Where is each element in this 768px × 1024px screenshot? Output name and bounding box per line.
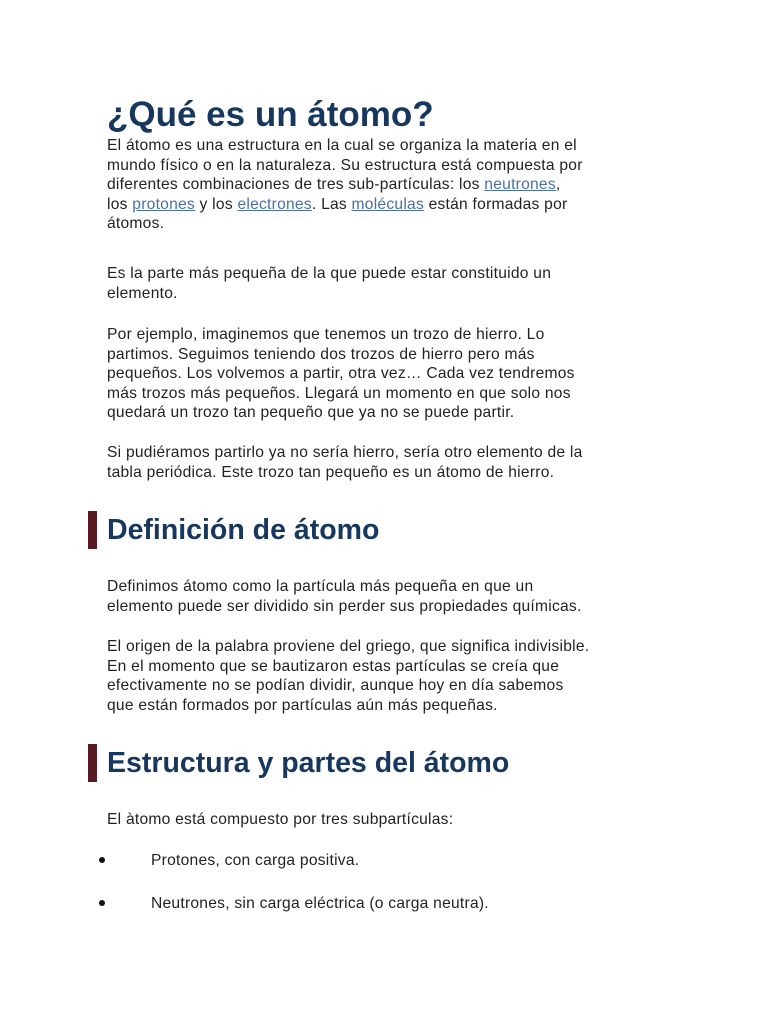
heading-accent-bar bbox=[88, 744, 97, 782]
heading-accent-bar bbox=[88, 511, 97, 549]
link-moleculas[interactable]: moléculas bbox=[351, 195, 424, 213]
paragraph-line: Es la parte más pequeña de la que puede estar constituido un bbox=[107, 265, 552, 282]
paragraph-structure-intro bbox=[107, 810, 453, 830]
link-protones[interactable]: protones bbox=[132, 195, 195, 213]
intro-line-3-text: diferentes combinaciones de tres sub-partículas: los bbox=[107, 176, 485, 194]
intro-line-2: mundo físico o en la naturaleza. Su estructura está compuesta por bbox=[107, 156, 583, 174]
page-title: ¿Qué es un átomo? bbox=[107, 95, 434, 134]
intro-line-4-mid2: . Las bbox=[311, 195, 352, 213]
paragraph-line: Si pudiéramos partirlo ya no sería hierro, sería otro elemento de la bbox=[107, 444, 583, 461]
intro-line-1: El átomo es una estructura en la cual se organiza la materia en el bbox=[107, 137, 577, 154]
paragraph-line: efectivamente no se podían dividir, aunque hoy en día sabemos bbox=[107, 677, 564, 695]
link-electrones[interactable]: electrones bbox=[237, 195, 312, 213]
intro-paragraph bbox=[107, 136, 583, 234]
paragraph-line: pequeños. Los volvemos a partir, otra vez… Cada vez tendremos bbox=[107, 365, 575, 383]
paragraph-line: El àtomo está compuesto por tres subpartículas: bbox=[107, 811, 454, 828]
paragraph-line: más trozos más pequeños. Llegará un momento en que solo nos bbox=[107, 384, 571, 402]
section-heading-definicion: Definición de átomo bbox=[107, 514, 380, 546]
paragraph-iron-atom bbox=[107, 443, 583, 482]
paragraph-line: partimos. Seguimos teniendo dos trozos de hierro pero más bbox=[107, 345, 535, 363]
link-neutrones[interactable]: neutrones bbox=[484, 176, 556, 194]
bullet-icon bbox=[99, 857, 105, 863]
paragraph-iron-example bbox=[107, 325, 575, 423]
paragraph-smallest-part bbox=[107, 264, 551, 303]
intro-line-4 bbox=[107, 195, 583, 215]
intro-line-4-post: están formadas por bbox=[424, 195, 568, 213]
intro-line-3 bbox=[107, 175, 583, 195]
paragraph-line: En el momento que se bautizaron estas partículas se creía que bbox=[107, 657, 560, 675]
intro-line-5: átomos. bbox=[107, 215, 165, 233]
intro-line-4-pre: los bbox=[107, 195, 133, 213]
paragraph-line: Por ejemplo, imaginemos que tenemos un trozo de hierro. Lo bbox=[107, 326, 545, 343]
intro-line-4-mid1: y los bbox=[194, 195, 238, 213]
paragraph-line: que están formados por partículas aún más pequeñas. bbox=[107, 696, 498, 714]
list-item-text: Neutrones, sin carga eléctrica (o carga neutra). bbox=[151, 895, 489, 912]
paragraph-definition bbox=[107, 577, 582, 616]
paragraph-line: Definimos átomo como la partícula más pequeña en que un bbox=[107, 578, 534, 595]
paragraph-origin bbox=[107, 637, 589, 715]
paragraph-line: El origen de la palabra proviene del griego, que significa indivisible. bbox=[107, 638, 590, 655]
list-item-text: Protones, con carga positiva. bbox=[151, 852, 360, 869]
paragraph-line: tabla periódica. Este trozo tan pequeño es un átomo de hierro. bbox=[107, 463, 555, 481]
bullet-icon bbox=[99, 900, 105, 906]
paragraph-line: elemento puede ser dividido sin perder sus propiedades químicas. bbox=[107, 597, 582, 615]
paragraph-line: quedará un trozo tan pequeño que ya no se puede partir. bbox=[107, 404, 515, 422]
paragraph-line: elemento. bbox=[107, 284, 178, 302]
section-heading-estructura: Estructura y partes del átomo bbox=[107, 747, 510, 779]
intro-line-3-comma: , bbox=[555, 176, 561, 194]
